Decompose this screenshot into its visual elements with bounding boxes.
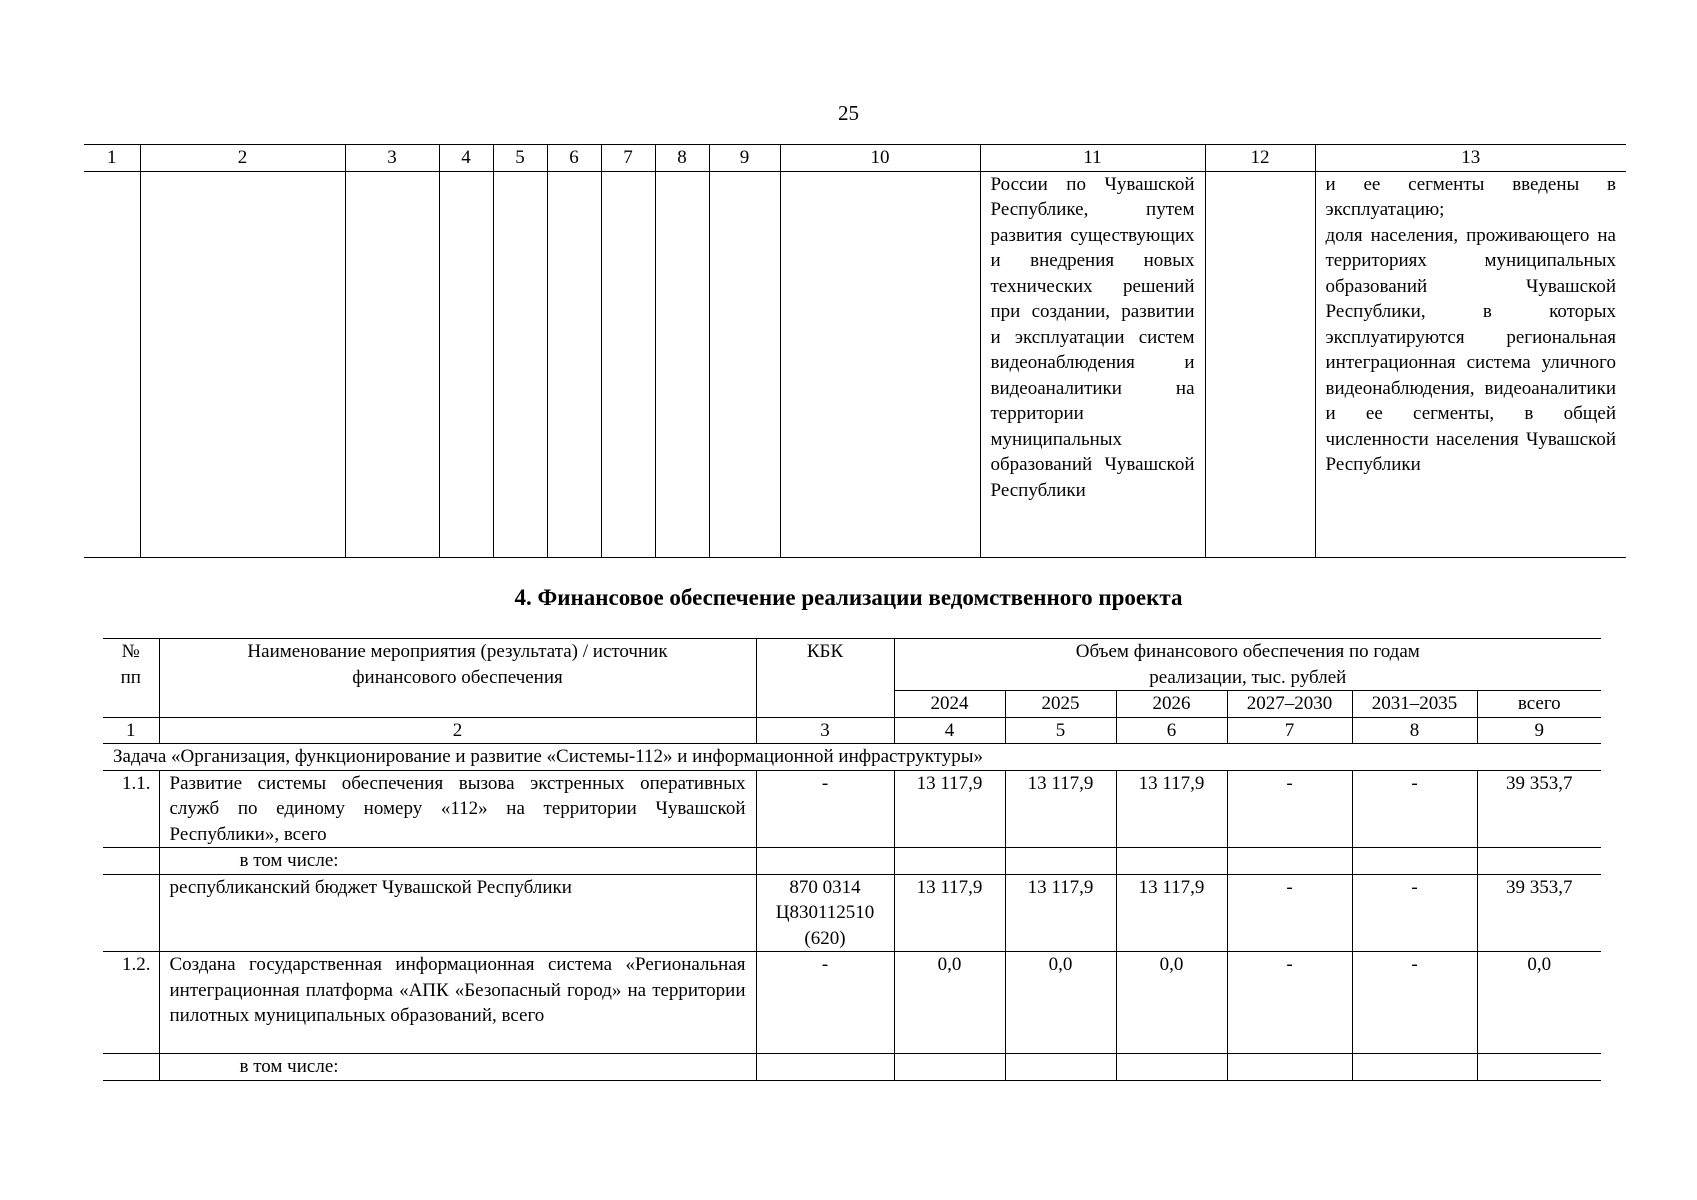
col-number: 9 [1477, 717, 1601, 744]
col-number: 4 [439, 145, 493, 172]
col-number: 6 [547, 145, 601, 172]
col-number: 8 [1352, 717, 1477, 744]
task-text: Задача «Организация, функционирование и развитие «Системы-112» и информационной инфраструктуры» [103, 744, 1601, 771]
header-num: № пп [103, 639, 159, 718]
financial-table [103, 638, 1601, 1081]
col-number: 1 [84, 145, 140, 172]
row-v2025: 0,0 [1005, 952, 1116, 1054]
table-row [103, 1054, 1601, 1081]
col-number: 11 [980, 145, 1205, 172]
row-v2026: 13 117,9 [1116, 770, 1227, 848]
row-num: 1.1. [103, 770, 159, 848]
column-number-row [103, 717, 1601, 744]
row-v2026: 0,0 [1116, 952, 1227, 1054]
col-number: 9 [709, 145, 780, 172]
row-v2025: 13 117,9 [1005, 874, 1116, 952]
header-volume: Объем финансового обеспечения по годам реализации, тыс. рублей [894, 639, 1601, 691]
col-number: 4 [894, 717, 1005, 744]
header-year: 2031–2035 [1352, 691, 1477, 718]
col-number: 6 [1116, 717, 1227, 744]
table-row [103, 874, 1601, 952]
row-v2026: 13 117,9 [1116, 874, 1227, 952]
header-year: 2025 [1005, 691, 1116, 718]
header-kbk: КБК [756, 639, 894, 718]
col-number: 2 [159, 717, 756, 744]
row-v2025: 13 117,9 [1005, 770, 1116, 848]
row-name: республиканский бюджет Чувашской Республики [159, 874, 756, 952]
task-row [103, 744, 1601, 771]
row-total: 0,0 [1477, 952, 1601, 1054]
row-name: Развитие системы обеспечения вызова экстренных оперативных служб по единому номеру «112» на территории Чувашской Республики», всего [159, 770, 756, 848]
row-v2031: - [1352, 874, 1477, 952]
row-kbk: - [756, 770, 894, 848]
col13-text-1: и ее сегменты введены в эксплуатацию; [1325, 173, 1616, 220]
col-number: 12 [1205, 145, 1315, 172]
header-name: Наименование мероприятия (результата) / источник финансового обеспечения [159, 639, 756, 718]
col-number: 3 [756, 717, 894, 744]
table-row [103, 952, 1601, 1054]
section-title: 4. Финансовое обеспечение реализации ведомственного проекта [514, 585, 1183, 610]
col-number: 2 [140, 145, 345, 172]
header-total: всего [1477, 691, 1601, 718]
col-number: 7 [1227, 717, 1352, 744]
continuation-row [84, 171, 1626, 557]
col-number: 7 [601, 145, 655, 172]
row-v2027: - [1227, 874, 1352, 952]
col13-cell [1315, 171, 1626, 557]
col-number: 13 [1315, 145, 1626, 172]
continuation-table [84, 144, 1626, 558]
col-number: 8 [655, 145, 709, 172]
column-number-row [84, 145, 1626, 172]
row-v2024: 13 117,9 [894, 770, 1005, 848]
header-year: 2024 [894, 691, 1005, 718]
row-sub: в том числе: [159, 848, 756, 875]
row-kbk: 870 0314 Ц830112510 (620) [756, 874, 894, 952]
row-v2031: - [1352, 952, 1477, 1054]
row-v2027: - [1227, 770, 1352, 848]
row-sub: в том числе: [159, 1054, 756, 1081]
col-number: 1 [103, 717, 159, 744]
table-row [103, 848, 1601, 875]
row-v2031: - [1352, 770, 1477, 848]
row-total: 39 353,7 [1477, 770, 1601, 848]
row-kbk: - [756, 952, 894, 1054]
row-v2024: 13 117,9 [894, 874, 1005, 952]
col-number: 3 [345, 145, 439, 172]
table-row [103, 770, 1601, 848]
header-row [103, 639, 1601, 691]
col-number: 5 [493, 145, 547, 172]
row-num: 1.2. [103, 952, 159, 1054]
row-v2027: - [1227, 952, 1352, 1054]
col-number: 5 [1005, 717, 1116, 744]
row-v2024: 0,0 [894, 952, 1005, 1054]
col11-text: России по Чувашской Республике, путем развития существующих и внедрения новых технических решений при создании, развитии и эксплуатации систем видеонаблюдения и видеоаналитики на территории муниципальных образований Чувашской Республики [980, 171, 1205, 557]
header-year: 2027–2030 [1227, 691, 1352, 718]
col13-text-2: доля населения, проживающего на территориях муниципальных образований Чувашской Республики, в которых эксплуатируются региональная интеграционная система уличного видеонаблюдения, видеоаналитики и ее сегменты, в общей численности населения Чувашской Республики [1325, 224, 1616, 475]
col-number: 10 [780, 145, 980, 172]
header-year: 2026 [1116, 691, 1227, 718]
row-total: 39 353,7 [1477, 874, 1601, 952]
page-number: 25 [838, 101, 859, 125]
row-name: Создана государственная информационная система «Региональная интеграционная платформа «АПК «Безопасный город» на территории пилотных муниципальных образований, всего [159, 952, 756, 1054]
